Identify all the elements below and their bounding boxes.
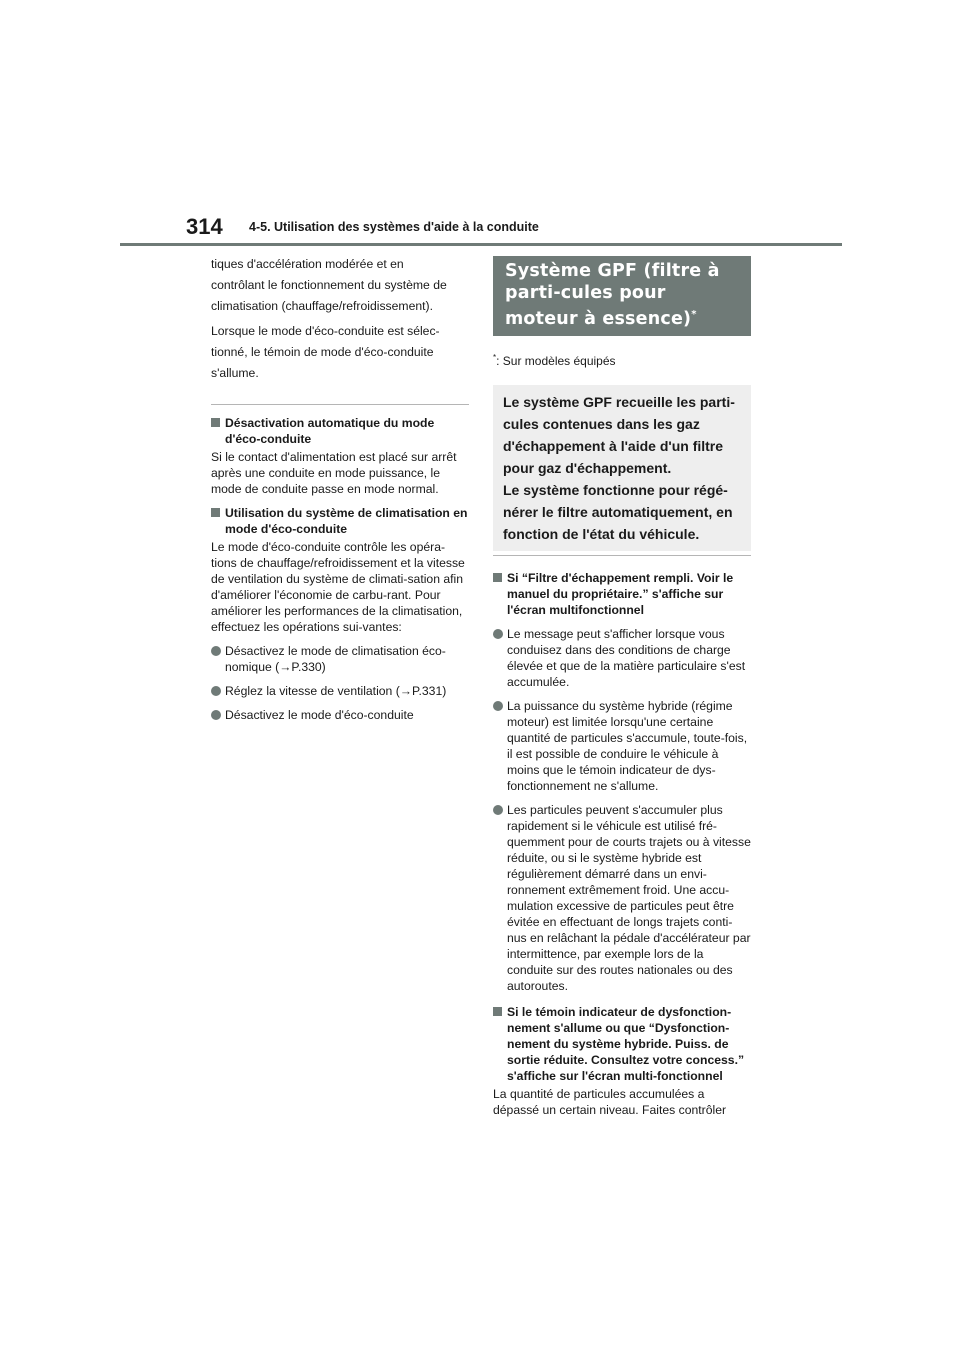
intro-paragraph	[211, 254, 469, 317]
summary-line: Le système GPF recueille les parti-	[503, 393, 735, 410]
footnote	[493, 350, 751, 369]
section-heading	[493, 1004, 751, 1084]
section-heading-text: Si “Filtre d'échappement rempli. Voir le manuel du propriétaire.” s'affiche sur l'écran multifonctionnel	[507, 570, 734, 617]
list-item	[211, 683, 469, 699]
summary-line: pour gaz d'échappement.	[503, 459, 672, 476]
text-line: tionné, le témoin de mode d'éco-conduite	[211, 345, 434, 359]
summary-line: fonction de l'état du véhicule.	[503, 525, 700, 542]
circle-bullet-icon	[493, 701, 503, 711]
text-line: climatisation (chauffage/refroidissement).	[211, 299, 433, 313]
intro-paragraph-2	[211, 321, 469, 384]
section-heading-text: Si le témoin indicateur de dysfonction-nement s'allume ou que “Dysfonction-nement du système hybride. Puiss. de sortie réduite. Consultez votre concess.” s'affiche sur l'écran multi-fonctionnel	[507, 1004, 745, 1083]
circle-bullet-icon	[211, 646, 221, 656]
square-bullet-icon	[211, 418, 220, 427]
list-item-text: Les particules peuvent s'accumuler plus rapidement si le véhicule est utilisé fré-quemment pour de courts trajets ou à vitesse réduite, ou si le système hybride est régulièrement démarré dans un envi-ronnement extrêmement froid. Une accu-mulation excessive de particules peut être évitée en effectuant de longs trajets conti-nus en relâchant la pédale d'accélérateur par intermittence, par exemple lors de la conduite sur des routes nationales ou des autoroutes.	[507, 802, 751, 993]
list-item-text: Réglez la vitesse de ventilation (→P.331)	[225, 684, 447, 698]
list-item-text: La puissance du système hybride (régime moteur) est limitée lorsqu'une certaine quantité de particules s'accumule, toute-fois, il est possible de conduire le véhicule à moins que le témoin indicateur de dys-fonctionnement ne s'allume.	[507, 698, 748, 793]
section-heading	[211, 505, 469, 537]
square-bullet-icon	[211, 508, 220, 517]
list-item	[493, 626, 751, 690]
list-item	[211, 643, 469, 675]
summary-line: cules contenues dans les gaz	[503, 415, 700, 432]
list-item	[211, 707, 469, 723]
circle-bullet-icon	[493, 629, 503, 639]
section-heading-text: Utilisation du système de climatisation en mode d'éco-conduite	[225, 506, 468, 536]
section-heading	[493, 570, 751, 618]
gpf-title: Système GPF (filtre à parti-cules pour moteur à essence)	[505, 261, 720, 329]
text-line: Lorsque le mode d'éco-conduite est sélec-	[211, 324, 440, 338]
footnote-asterisk: *	[493, 352, 497, 362]
circle-bullet-icon	[493, 805, 503, 815]
section-heading	[211, 415, 469, 447]
square-bullet-icon	[493, 573, 502, 582]
list-item-text: Désactivez le mode d'éco-conduite	[225, 708, 414, 722]
list-item	[493, 698, 751, 794]
section-body: Le mode d'éco-conduite contrôle les opéra-tions de chauffage/refroidissement et la vitesse de ventilation du système de climati-sation afin d'améliorer l'économie de carbu-rant. Pour améliorer les performances de la climatisation, effectuez les opérations sui-vantes:	[211, 540, 465, 634]
section-body: La quantité de particules accumulées a dépassé un certain niveau. Faites contrôler	[493, 1086, 727, 1117]
text-line: s'allume.	[211, 366, 259, 380]
text-line: tiques d'accélération modérée et en	[211, 257, 404, 271]
summary-line: Le système fonctionne pour régé-	[503, 481, 728, 498]
list-item-text: Le message peut s'afficher lorsque vous conduisez dans des conditions de charge élevée et que de la matière particulaire s'est accumulée.	[507, 626, 746, 689]
section-body: Si le contact d'alimentation est placé sur arrêt après une conduite en mode puissance, le mode de conduite passe en mode normal.	[211, 450, 457, 496]
gpf-title-box	[493, 256, 751, 336]
section-title: 4-5. Utilisation des systèmes d'aide à la conduite	[249, 220, 539, 234]
divider	[493, 555, 751, 556]
section-heading-text: Désactivation automatique du mode d'éco-conduite	[225, 416, 435, 446]
left-column	[211, 254, 469, 731]
gpf-title-asterisk: *	[691, 309, 697, 320]
square-bullet-icon	[493, 1007, 502, 1016]
summary-box	[493, 385, 751, 551]
divider	[211, 404, 469, 405]
right-column	[493, 256, 751, 1126]
circle-bullet-icon	[211, 686, 221, 696]
list-item-text: Désactivez le mode de climatisation éco-nomique (→P.330)	[225, 644, 446, 674]
footnote-text: : Sur modèles équipés	[496, 353, 616, 368]
circle-bullet-icon	[211, 710, 221, 720]
text-line: contrôlant le fonctionnement du système de	[211, 278, 447, 292]
page-number: 314	[186, 214, 223, 239]
summary-line: nérer le filtre automatiquement, en	[503, 503, 733, 520]
header-rule	[120, 243, 842, 246]
summary-line: d'échappement à l'aide d'un filtre	[503, 437, 724, 454]
list-item	[493, 802, 751, 994]
